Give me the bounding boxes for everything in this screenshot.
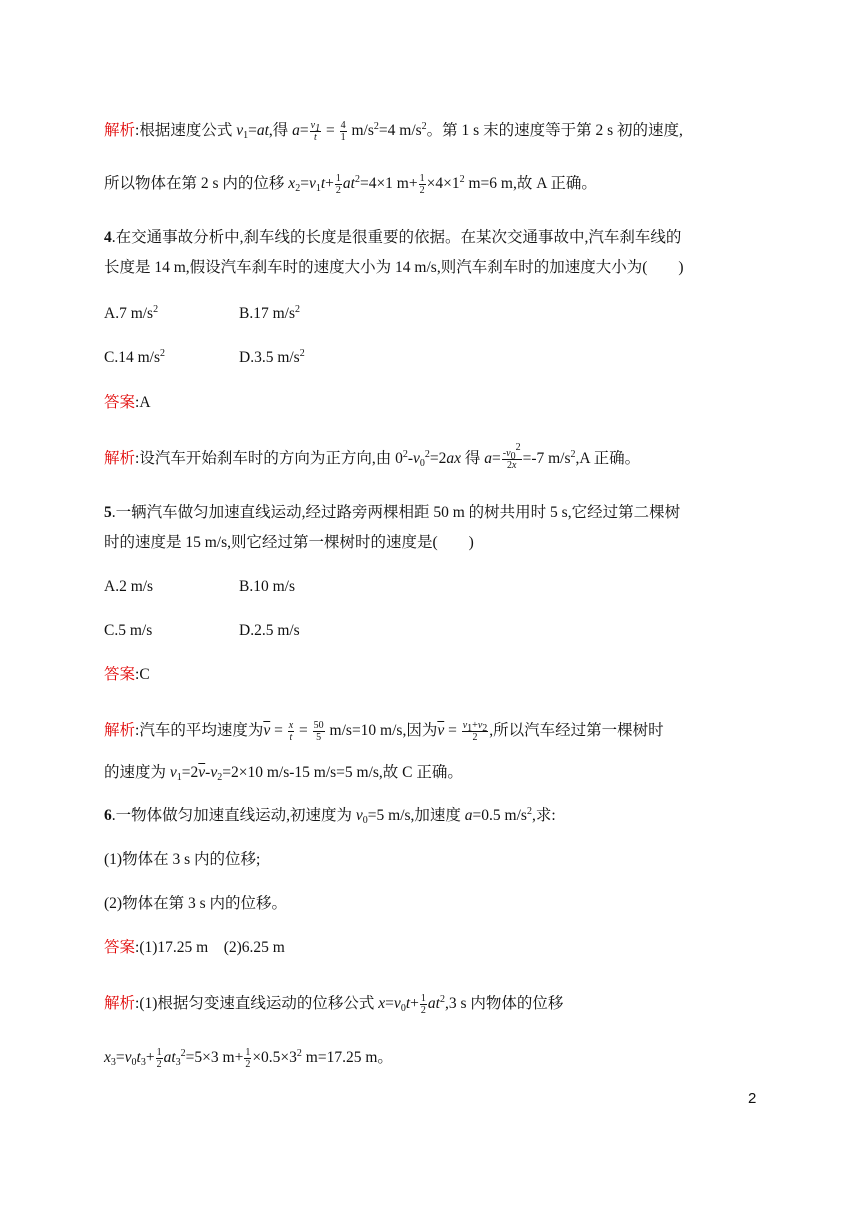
option-c: C.5 m/s	[104, 622, 153, 639]
fraction: $\frac{1}{2}$	[245, 1047, 251, 1070]
q5-analysis-line1: 解析:汽车的平均速度为$\overline{v}$ = $\frac{x}{t}$ = $\frac{50}{5}$ m/s=10 m/s,因为$\overline{v}$ = $\frac{v_1+v_2}{2}$ ,所以汽车经过第一棵树时	[104, 720, 664, 743]
q3-analysis-line2: 所以物体在第 2 s 内的位移 $x_2=v_1t+$ $\frac{1}{2}$ $at^2=4\times 1$ m+ $\frac{1}{2}$ $\times 4\times 1^2$ m=6 m,故 A 正确。	[104, 173, 597, 196]
question-number: 5	[104, 504, 112, 521]
question-number: 6	[104, 807, 112, 824]
q6-analysis-line2: $x_3=v_0t_3+$ $\frac{1}{2}$ $at_3^2=5\times 3$ m+ $\frac{1}{2}$ $\times 0.5\times 3^2$ m=17.25 m。	[104, 1047, 393, 1070]
q4-stem-line1: 4.在交通事故分析中,刹车线的长度是很重要的依据。在某次交通事故中,汽车刹车线的	[104, 229, 682, 246]
fraction: $\frac{x}{t}$	[288, 720, 294, 743]
q3-analysis-line1: 解析:根据速度公式 $v_1=at$,得 a= $\frac{v_1}{t}$ = $\frac{4}{1}$ $m/s^2=4$ $m/s^2$。第 1 s 末的速度等于第 2 s 初的速度,	[104, 120, 683, 143]
option-d: D.2.5 m/s	[239, 622, 300, 639]
q4-answer: 答案:A	[104, 394, 151, 411]
q6-analysis-line1: 解析:(1)根据匀变速直线运动的位移公式 $x=v_0t+$ $\frac{1}{2}$ $at^2,3$ s 内物体的位移	[104, 993, 564, 1016]
analysis-label: 解析	[104, 995, 136, 1013]
fraction: $\frac{v_1+v_2}{2}$	[462, 720, 488, 743]
q5-stem-line1: 5.一辆汽车做匀加速直线运动,经过路旁两棵相距 50 m 的树共用时 5 s,它经过第二棵树	[104, 504, 681, 521]
q5-stem-line2: 时的速度是 15 m/s,则它经过第一棵树时的速度是( )	[104, 534, 474, 551]
q4-options-row2	[104, 348, 305, 368]
option-c: C.14 $m/s^2$	[104, 348, 165, 366]
fraction: $\frac{v_1}{t}$	[310, 120, 321, 143]
q6-sub-question-1: (1)物体在 3 s 内的位移;	[104, 851, 261, 868]
fraction: $\frac{50}{5}$	[313, 720, 324, 743]
fraction: $\frac{1}{2}$	[420, 993, 426, 1016]
analysis-label: 解析	[104, 722, 136, 740]
fraction: $\frac{1}{2}$	[156, 1047, 162, 1070]
q5-answer: 答案:C	[104, 666, 150, 683]
answer-label: 答案	[104, 666, 136, 683]
q5-analysis-line2: 的速度为 $v_1=2\overline{v}-v_2=2\times 10$ m/s-15 m/s=5 m/s,故 C 正确。	[104, 764, 463, 783]
q6-stem: 6.一物体做匀加速直线运动,初速度为 $v_0=5$ m/s,加速度 a=0.5 $m/s^2$,求:	[104, 806, 556, 826]
q4-stem-line2: 长度是 14 m,假设汽车刹车时的速度大小为 14 m/s,则汽车刹车时的加速度大小为( )	[104, 259, 684, 276]
fraction: $\frac{1}{2}$	[335, 173, 341, 196]
analysis-label: 解析	[104, 122, 136, 140]
answer-label: 答案	[104, 394, 136, 411]
q4-options-row1	[104, 304, 300, 324]
fraction: $\frac{4}{1}$	[340, 120, 346, 143]
option-a: A.2 m/s	[104, 578, 154, 595]
option-d: D.3.5 $m/s^2$	[239, 348, 305, 366]
q5-options-row2	[104, 621, 300, 641]
analysis-label: 解析	[104, 450, 136, 468]
option-b: B.17 $m/s^2$	[239, 304, 300, 322]
q6-answer: 答案:(1)17.25 m (2)6.25 m	[104, 939, 285, 956]
question-number: 4	[104, 229, 112, 246]
q4-analysis: 解析:设汽车开始刹车时的方向为正方向,由 $0^2-v_0^2=2ax$ 得 a= $\frac{-v_0^2}{2x}$ =-7 $m/s^2,A$ 正确。	[104, 442, 641, 471]
page-number: 2	[748, 1090, 757, 1107]
option-b: B.10 m/s	[239, 578, 295, 595]
q5-options-row1	[104, 577, 295, 597]
answer-label: 答案	[104, 939, 136, 956]
q6-sub-question-2: (2)物体在第 3 s 内的位移。	[104, 895, 287, 912]
fraction: $\frac{1}{2}$	[419, 173, 425, 196]
fraction: $\frac{-v_0^2}{2x}$	[502, 442, 521, 471]
option-a: A.7 $m/s^2$	[104, 304, 159, 322]
